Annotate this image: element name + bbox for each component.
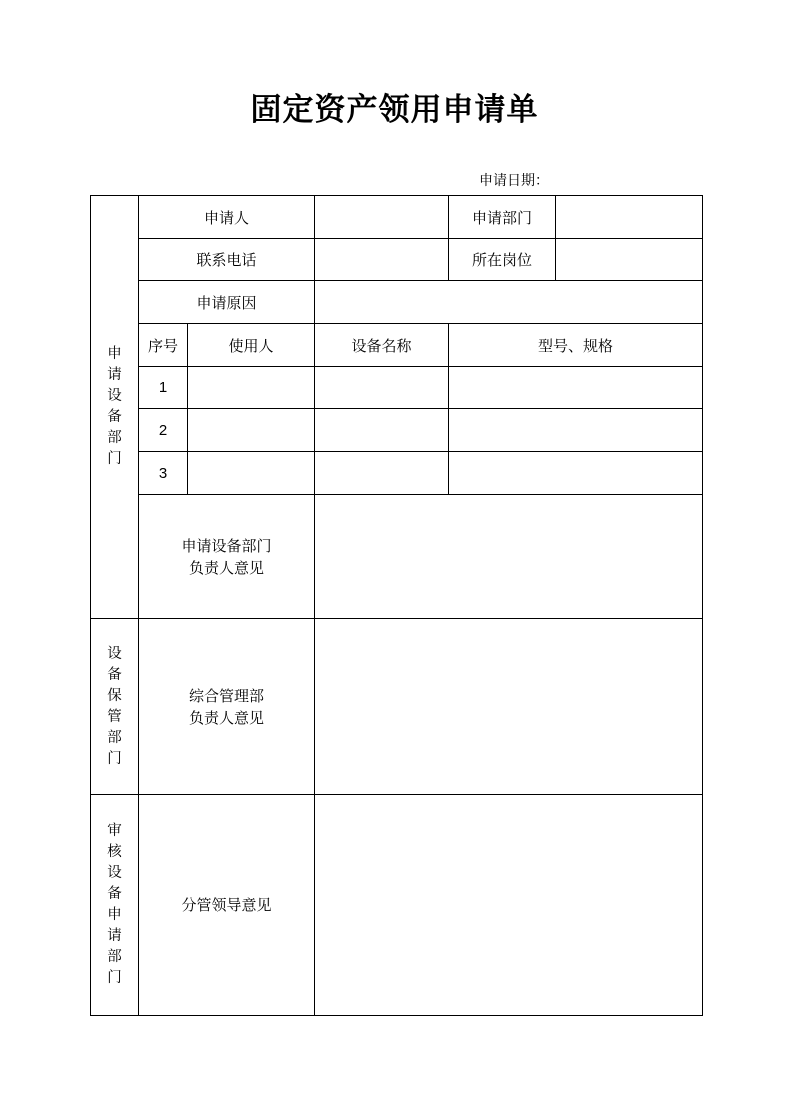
phone-field[interactable] bbox=[315, 239, 449, 281]
applicant-label: 申请人 bbox=[139, 196, 315, 239]
leader-opinion-field[interactable] bbox=[315, 795, 703, 1016]
table-row bbox=[91, 452, 703, 495]
row-number: 3 bbox=[139, 452, 188, 495]
user-field[interactable] bbox=[188, 367, 315, 409]
applicant-field[interactable] bbox=[315, 196, 449, 239]
column-header-user: 使用人 bbox=[188, 324, 315, 367]
position-field[interactable] bbox=[556, 239, 703, 281]
column-header-device-name: 设备名称 bbox=[315, 324, 449, 367]
application-date-label: 申请日期： bbox=[479, 173, 549, 189]
column-header-model-spec: 型号、规格 bbox=[449, 324, 703, 367]
row-number: 2 bbox=[139, 409, 188, 452]
column-header-number: 序号 bbox=[139, 324, 188, 367]
user-field[interactable] bbox=[188, 452, 315, 495]
form-title: 固定资产领用申请单 bbox=[250, 92, 539, 128]
row-number: 1 bbox=[139, 367, 188, 409]
table-row bbox=[91, 409, 703, 452]
device-name-field[interactable] bbox=[315, 409, 449, 452]
applicant-dept-opinion-label: 申请设备部门 负责人意见 bbox=[139, 495, 315, 619]
user-field[interactable] bbox=[188, 409, 315, 452]
position-label: 所在岗位 bbox=[449, 239, 556, 281]
section-applicant-dept-label: 申 请 设 备 部 门 bbox=[91, 196, 139, 619]
device-name-field[interactable] bbox=[315, 367, 449, 409]
phone-label: 联系电话 bbox=[139, 239, 315, 281]
admin-dept-opinion-field[interactable] bbox=[315, 619, 703, 795]
reason-field[interactable] bbox=[315, 281, 703, 324]
applicant-dept-opinion-field[interactable] bbox=[315, 495, 703, 619]
section-custody-dept-label: 设 备 保 管 部 门 bbox=[91, 619, 139, 795]
table-row bbox=[91, 367, 703, 409]
leader-opinion-label: 分管领导意见 bbox=[139, 795, 315, 1016]
reason-label: 申请原因 bbox=[139, 281, 315, 324]
applicant-dept-field[interactable] bbox=[556, 196, 703, 239]
applicant-dept-label: 申请部门 bbox=[449, 196, 556, 239]
model-spec-field[interactable] bbox=[449, 367, 703, 409]
section-review-label: 审 核 设 备 申 请 部 门 bbox=[91, 795, 139, 1016]
admin-dept-opinion-label: 综合管理部 负责人意见 bbox=[139, 619, 315, 795]
device-name-field[interactable] bbox=[315, 452, 449, 495]
model-spec-field[interactable] bbox=[449, 452, 703, 495]
model-spec-field[interactable] bbox=[449, 409, 703, 452]
application-form-table bbox=[90, 195, 703, 1016]
